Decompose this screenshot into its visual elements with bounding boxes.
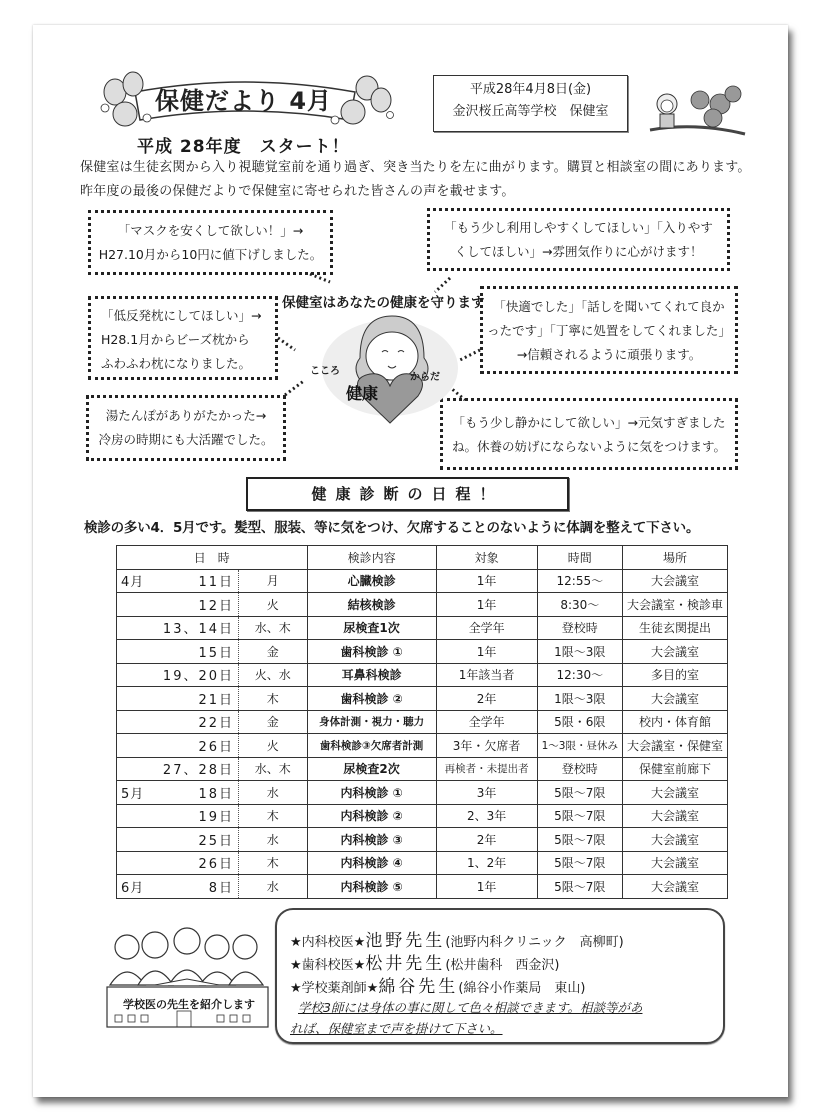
cell-target: 2年 (436, 687, 537, 711)
cell-weekday: 水、木 (239, 616, 308, 640)
cell-place: 大会議室 (622, 828, 727, 852)
cell-date (117, 640, 239, 664)
cell-place: 大会議室 (622, 687, 727, 711)
cell-day-number: 22日 (198, 716, 235, 732)
cell-place: 生徒玄関提出 (622, 616, 727, 640)
header-exam: 検診内容 (307, 546, 436, 570)
cell-time: 12:55～ (537, 569, 622, 593)
feedback-bubble-hot-water-bottle (86, 395, 286, 461)
table-row (117, 804, 728, 828)
cell-day-number: 11日 (198, 575, 235, 591)
cell-place: 大会議室 (622, 569, 727, 593)
doctor-name: 池野先生 (365, 931, 446, 951)
bubble-text: ふわふわ枕になりました。 (101, 356, 252, 371)
cell-place: 大会議室・保健室 (622, 734, 727, 758)
cell-weekday: 水 (239, 828, 308, 852)
table-row (117, 569, 728, 593)
cell-day-number: 8日 (208, 880, 235, 896)
bubble-text: 「快適でした」「話しを聞いてくれて良か (493, 299, 725, 314)
bubble-text: 冷房の時期にも大活躍でした。 (98, 432, 274, 447)
cell-target: 2年 (436, 828, 537, 852)
cell-month: 4月 (121, 575, 145, 591)
cell-date (117, 687, 239, 711)
feedback-bubble-pillow (88, 296, 278, 380)
cell-month: 5月 (121, 786, 145, 802)
cell-weekday: 木 (239, 687, 308, 711)
cell-exam: 尿検査1次 (307, 616, 436, 640)
doctors-intro-sign: 学校医の先生を紹介します (123, 998, 255, 1011)
cell-day-number: 21日 (198, 692, 235, 708)
cell-date (117, 804, 239, 828)
table-row (117, 663, 728, 687)
cell-day-number: 26日 (198, 739, 235, 755)
cell-time: 5限～7限 (537, 828, 622, 852)
table-row (117, 734, 728, 758)
cell-exam: 内科検診 ③ (307, 828, 436, 852)
cell-date (117, 757, 239, 781)
cell-exam: 歯科検診 ① (307, 640, 436, 664)
cell-day-number: 19、20日 (162, 669, 235, 685)
cell-target: 2、3年 (436, 804, 537, 828)
header-time: 時間 (537, 546, 622, 570)
bubble-text: H27.10月から10円に値下げしました。 (98, 247, 323, 262)
header-place: 場所 (622, 546, 727, 570)
cell-day-number: 13、14日 (162, 622, 235, 638)
doctor-pharmacist (290, 972, 585, 997)
bubble-text: H28.1月からビーズ枕から (101, 332, 250, 347)
cell-day-number: 25日 (198, 833, 235, 849)
doctor-detail: (松井歯科 西金沢) (445, 958, 560, 973)
table-row (117, 757, 728, 781)
cell-target: 全学年 (436, 616, 537, 640)
bubble-text: 「低反発枕にしてほしい」→ (101, 308, 262, 323)
cell-place: 大会議室 (622, 875, 727, 899)
intro-line-1: 保健室は生徒玄関から入り視聴覚室前を通り過ぎ、突き当たりを左に曲がります。購買と相談室の間にあります。 (80, 160, 751, 175)
cell-date (117, 851, 239, 875)
girl-cherry-blossom-illustration (645, 82, 750, 142)
school-name: 金沢桜丘高等学校 保健室 (452, 104, 609, 119)
cell-place: 大会議室・検診車 (622, 593, 727, 617)
cell-time: 5限～7限 (537, 804, 622, 828)
cell-target: 1年 (436, 640, 537, 664)
bubble-text: ね。休養の妨げにならないように気をつけます。 (451, 439, 726, 454)
cell-target: 全学年 (436, 710, 537, 734)
cell-date (117, 593, 239, 617)
cell-day-number: 27、28日 (162, 763, 235, 779)
doctor-detail: (池野内科クリニック 高柳町) (445, 935, 624, 950)
doctor-role: ★内科校医★ (290, 935, 366, 950)
cell-day-number: 15日 (198, 645, 235, 661)
cell-exam: 内科検診 ② (307, 804, 436, 828)
cell-target: 1、2年 (436, 851, 537, 875)
cell-exam: 内科検診 ⑤ (307, 875, 436, 899)
cell-exam: 身体計測・視力・聴力 (307, 710, 436, 734)
doctor-name: 綿谷先生 (378, 977, 459, 997)
cell-weekday: 木 (239, 851, 308, 875)
cell-day-number: 18日 (198, 786, 235, 802)
cell-date (117, 710, 239, 734)
cell-exam: 歯科検診 ② (307, 687, 436, 711)
cell-weekday: 金 (239, 710, 308, 734)
heart-label: 健康 (346, 384, 379, 403)
fiscal-year-start-heading: 平成 28年度 スタート！ (137, 137, 350, 157)
cell-date (117, 734, 239, 758)
feedback-bubble-comfort (480, 286, 738, 374)
table-row (117, 851, 728, 875)
doctor-dental (290, 949, 559, 974)
bubble-text: ったです」「丁寧に処置をしてくれました」 (487, 323, 731, 338)
cell-exam: 心臓検診 (307, 569, 436, 593)
cell-time: 5限～7限 (537, 851, 622, 875)
doctor-internal (290, 926, 624, 951)
bubble-text: 「もう少し利用しやすくしてほしい」「入りやす (444, 220, 713, 235)
cell-place: 大会議室 (622, 640, 727, 664)
cell-target: 1年該当者 (436, 663, 537, 687)
bubble-text: くしてほしい」→雰囲気作りに心がけます！ (454, 244, 703, 259)
table-row (117, 875, 728, 899)
newsletter-title: 保健だより 4月 (155, 87, 333, 115)
cell-time: 8:30～ (537, 593, 622, 617)
cell-place: 大会議室 (622, 851, 727, 875)
health-checkup-schedule-table (116, 545, 728, 899)
issue-info-box (433, 75, 628, 132)
cell-weekday: 火、水 (239, 663, 308, 687)
table-row (117, 640, 728, 664)
cell-time: 登校時 (537, 616, 622, 640)
cell-target: 1年 (436, 569, 537, 593)
cell-place: 校内・体育館 (622, 710, 727, 734)
cell-weekday: 水 (239, 875, 308, 899)
cell-month: 6月 (121, 880, 145, 896)
cell-weekday: 水 (239, 781, 308, 805)
cell-target: 再検者・未提出者 (436, 757, 537, 781)
cell-time: 5限～7限 (537, 875, 622, 899)
heart-right-label: からだ (410, 372, 440, 383)
cell-target: 1年 (436, 875, 537, 899)
table-row (117, 593, 728, 617)
cell-time: 5限～7限 (537, 781, 622, 805)
bubble-text: 「マスクを安くして欲しい！」→ (117, 223, 304, 238)
table-row (117, 781, 728, 805)
cell-weekday: 月 (239, 569, 308, 593)
cell-day-number: 19日 (198, 810, 235, 826)
doctor-name: 松井先生 (365, 954, 446, 974)
cell-weekday: 水、木 (239, 757, 308, 781)
doctor-detail: (綿谷小作薬局 東山) (458, 981, 586, 996)
table-row (117, 616, 728, 640)
table-row (117, 710, 728, 734)
schedule-notice: 検診の多い4．5月です。髪型、服装、等に気をつけ、欠席することのないように体調を整えて下さい。 (84, 520, 700, 536)
cell-date (117, 875, 239, 899)
cell-exam: 結核検診 (307, 593, 436, 617)
cell-weekday: 火 (239, 593, 308, 617)
cell-time: 1限～3限 (537, 640, 622, 664)
cell-time: 1限～3限 (537, 687, 622, 711)
heart-left-label: こころ (310, 366, 340, 377)
cell-exam: 尿検査2次 (307, 757, 436, 781)
cell-target: 1年 (436, 593, 537, 617)
cell-place: 多目的室 (622, 663, 727, 687)
cell-time: 登校時 (537, 757, 622, 781)
cell-time: 12:30～ (537, 663, 622, 687)
cell-date (117, 781, 239, 805)
doctor-role: ★歯科校医★ (290, 958, 366, 973)
doctors-note-line-1: 学校3師には身体の事に関して色々相談できます。相談等があ (298, 1000, 643, 1015)
cell-time: 1～3限・昼休み (537, 734, 622, 758)
doctors-note-line-2: れば、保健室まで声を掛けて下さい。 (290, 1021, 503, 1036)
cell-exam: 歯科検診③欠席者計測 (307, 734, 436, 758)
school-doctors-illustration (105, 925, 270, 1030)
table-row (117, 687, 728, 711)
cell-day-number: 26日 (198, 857, 235, 873)
cell-day-number: 12日 (198, 598, 235, 614)
cell-date (117, 569, 239, 593)
health-room-motto: 保健室はあなたの健康を守ります (282, 295, 485, 311)
header-target: 対象 (436, 546, 537, 570)
cell-exam: 耳鼻科検診 (307, 663, 436, 687)
intro-line-2: 昨年度の最後の保健だよりで保健室に寄せられた皆さんの声を載せます。 (80, 184, 515, 199)
cell-exam: 内科検診 ① (307, 781, 436, 805)
issue-date: 平成28年4月8日(金) (469, 82, 592, 97)
cell-exam: 内科検診 ④ (307, 851, 436, 875)
cell-place: 大会議室 (622, 781, 727, 805)
cell-place: 大会議室 (622, 804, 727, 828)
cell-place: 保健室前廊下 (622, 757, 727, 781)
header-datetime: 日 時 (117, 546, 308, 570)
bubble-text: 「もう少し静かにして欲しい」→元気すぎました (452, 415, 726, 430)
cell-weekday: 金 (239, 640, 308, 664)
cell-date (117, 663, 239, 687)
cell-date (117, 616, 239, 640)
cell-weekday: 火 (239, 734, 308, 758)
cell-time: 5限・6限 (537, 710, 622, 734)
table-header-row (117, 546, 728, 570)
cell-target: 3年 (436, 781, 537, 805)
bubble-text: →信頼されるように頑張ります。 (516, 347, 702, 362)
nurse-heart-illustration (320, 308, 460, 426)
cell-weekday: 木 (239, 804, 308, 828)
cell-target: 3年・欠席者 (436, 734, 537, 758)
cell-date (117, 828, 239, 852)
bubble-text: 湯たんぽがありがたかった→ (105, 408, 267, 423)
doctor-role: ★学校薬剤師★ (290, 981, 379, 996)
schedule-heading: 健康診断の日程！ (246, 477, 569, 511)
table-row (117, 828, 728, 852)
